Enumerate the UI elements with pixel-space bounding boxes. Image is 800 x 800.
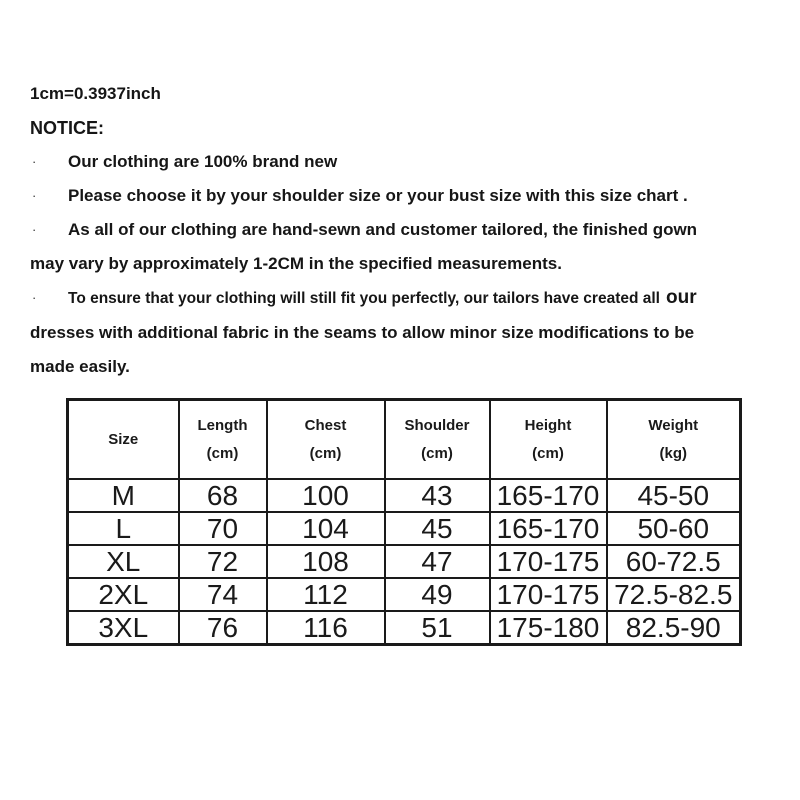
notice-line: As all of our clothing are hand-sewn and customer tailored, the finished gown (68, 220, 698, 239)
value-cell: 50-60 (607, 512, 741, 545)
value-cell: 45 (385, 512, 490, 545)
header-label: Length (197, 416, 248, 434)
bullet-icon: · (32, 188, 37, 203)
conversion-note: 1cm=0.3937inch (30, 84, 161, 103)
header-unit: (cm) (309, 444, 342, 462)
notice-item (30, 213, 772, 281)
value-cell: 72 (179, 545, 267, 578)
table-row (68, 479, 741, 512)
bullet-icon: · (32, 154, 37, 169)
header-unit: (cm) (532, 444, 564, 462)
size-cell: L (68, 512, 179, 545)
table-row (68, 545, 741, 578)
notice-line: Our clothing are 100% brand new (68, 152, 338, 171)
notice-line: may vary by approximately 1-2CM in the specified measurements. (30, 254, 562, 273)
value-cell: 45-50 (607, 479, 741, 512)
header-unit: (cm) (421, 444, 453, 462)
header-label: Size (108, 430, 139, 448)
value-cell: 112 (267, 578, 385, 611)
size-chart-table (66, 398, 742, 646)
value-cell: 68 (179, 479, 267, 512)
table-row (68, 578, 741, 611)
notice-item (30, 179, 772, 213)
value-cell: 82.5-90 (607, 611, 741, 645)
value-cell: 116 (267, 611, 385, 645)
value-cell: 43 (385, 479, 490, 512)
value-cell: 49 (385, 578, 490, 611)
header-label: Weight (648, 416, 699, 434)
notice-item (30, 281, 772, 384)
header-label: Height (524, 416, 572, 434)
value-cell: 47 (385, 545, 490, 578)
value-cell: 100 (267, 479, 385, 512)
size-cell: 3XL (68, 611, 179, 645)
column-header-height (490, 400, 607, 480)
value-cell: 72.5-82.5 (607, 578, 741, 611)
bullet-icon: · (32, 290, 37, 305)
header-unit: (cm) (206, 444, 239, 462)
column-header-weight (607, 400, 741, 480)
bullet-icon: · (32, 222, 37, 237)
notice-heading: NOTICE: (30, 118, 104, 138)
header-label: Shoulder (404, 416, 470, 434)
value-cell: 104 (267, 512, 385, 545)
notice-item (30, 145, 772, 179)
value-cell: 51 (385, 611, 490, 645)
table-header (68, 400, 741, 480)
header-unit: (kg) (659, 444, 687, 462)
value-cell: 74 (179, 578, 267, 611)
notice-line: Please choose it by your shoulder size or your bust size with this size chart . (68, 186, 688, 205)
notice-line (30, 281, 772, 316)
emphasis-word: our (666, 287, 697, 308)
notice-line: made easily. (30, 357, 130, 376)
header-row (68, 400, 741, 480)
value-cell: 76 (179, 611, 267, 645)
column-header-length (179, 400, 267, 480)
notice-line-text: To ensure that your clothing will still fit you perfectly, our tailors have created all (68, 290, 660, 307)
value-cell: 165-170 (490, 479, 607, 512)
table-row (68, 611, 741, 645)
size-cell: M (68, 479, 179, 512)
value-cell: 170-175 (490, 545, 607, 578)
column-header-shoulder (385, 400, 490, 480)
value-cell: 175-180 (490, 611, 607, 645)
column-header-chest (267, 400, 385, 480)
header-label: Chest (304, 416, 347, 434)
size-cell: XL (68, 545, 179, 578)
table-body (68, 479, 741, 645)
value-cell: 60-72.5 (607, 545, 741, 578)
value-cell: 165-170 (490, 512, 607, 545)
value-cell: 108 (267, 545, 385, 578)
table-row (68, 512, 741, 545)
size-cell: 2XL (68, 578, 179, 611)
value-cell: 70 (179, 512, 267, 545)
value-cell: 170-175 (490, 578, 607, 611)
column-header-size (68, 400, 179, 480)
notice-line: dresses with additional fabric in the seams to allow minor size modifications to be (30, 323, 695, 342)
notice-section (30, 77, 772, 384)
